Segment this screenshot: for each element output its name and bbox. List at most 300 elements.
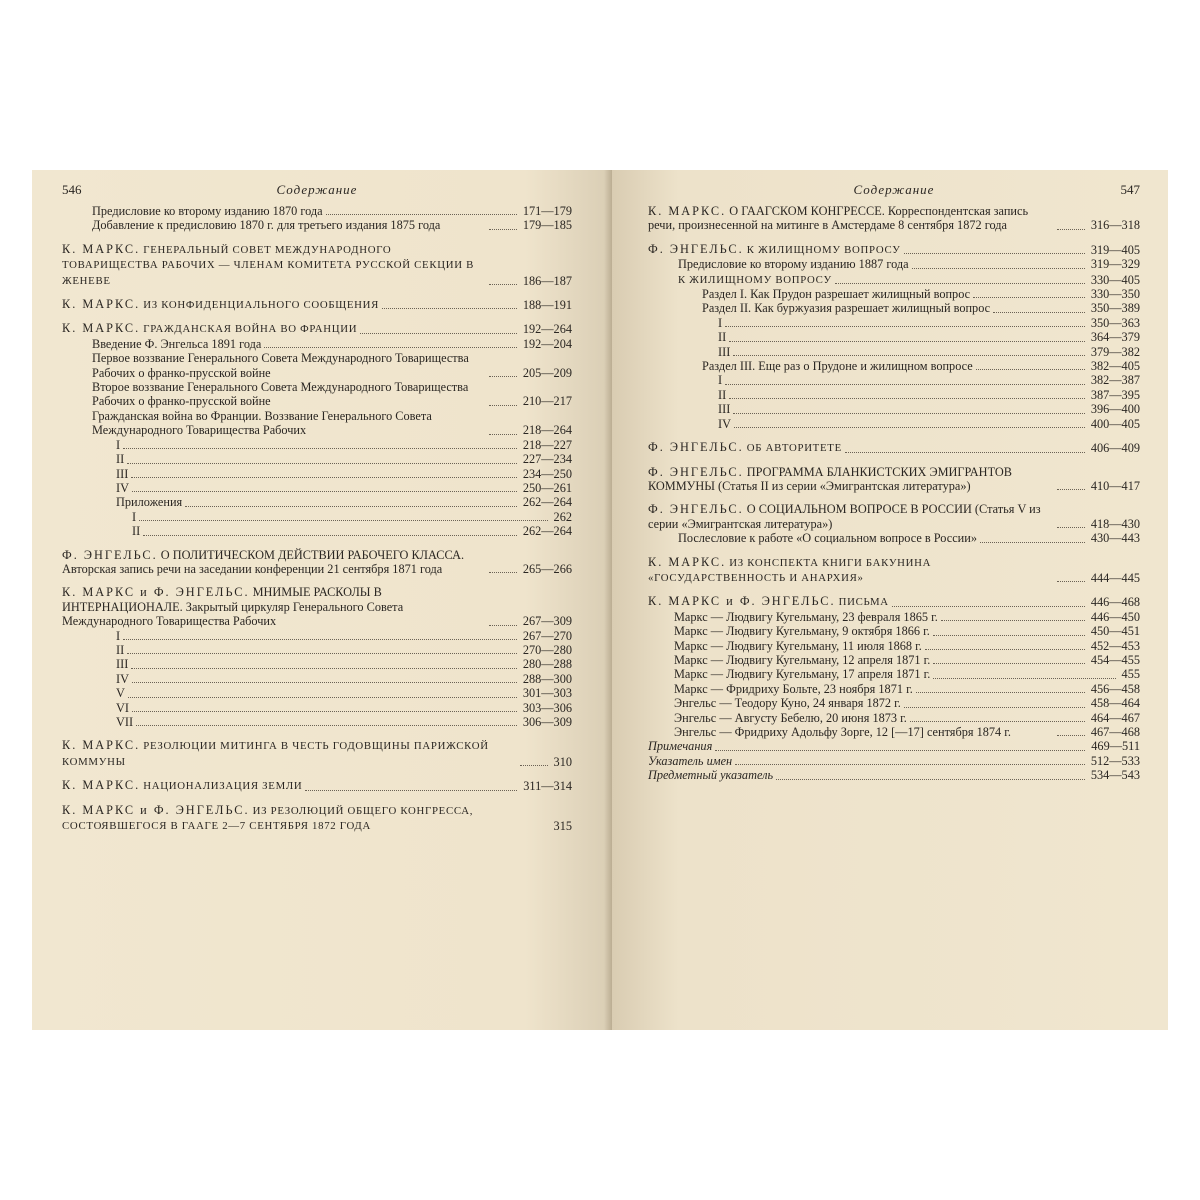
dot-leader (733, 355, 1085, 356)
toc-entry-text (678, 272, 832, 287)
toc-entry-label (62, 321, 519, 336)
toc-entry-title: IV (718, 416, 731, 431)
toc-entry-pages: 288—300 (522, 671, 572, 686)
toc-entry-title: I (718, 315, 723, 330)
toc-entry (62, 380, 572, 409)
toc-entry-pages: 456—458 (1090, 681, 1140, 696)
toc-entry-text (62, 297, 379, 312)
section-gap (648, 431, 1140, 440)
left-page-number: 546 (62, 182, 82, 197)
toc-entry-label (648, 204, 1054, 233)
toc-entry-author: Ф. ЭНГЕЛЬС. (648, 464, 744, 479)
toc-entry-pages: 171—179 (522, 204, 572, 218)
toc-entry-label (648, 502, 1054, 531)
toc-entry-text (648, 440, 842, 455)
toc-entry-text (62, 321, 357, 336)
toc-entry-pages: 270—280 (522, 642, 572, 657)
toc-entry-text (116, 438, 120, 452)
toc-entry-pages: 379—382 (1090, 344, 1140, 359)
toc-entry-title: Энгельс — Фридриху Адольфу Зорге, 12 [—17] сентября 1874 г. (674, 725, 1011, 739)
toc-entry-title: Маркс — Людвигу Кугельману, 9 октября 1866 г. (674, 624, 930, 639)
toc-entry-label (116, 672, 519, 686)
toc-entry (648, 754, 1140, 768)
toc-entry-label (718, 373, 1087, 387)
dot-leader (845, 452, 1085, 453)
toc-entry-text (674, 610, 938, 624)
toc-entry-pages: 262 (553, 509, 572, 524)
toc-entry (62, 467, 572, 481)
dot-leader (941, 620, 1085, 621)
toc-entry-text (132, 510, 136, 524)
toc-entry-label (62, 297, 519, 312)
toc-entry-text (718, 402, 730, 416)
toc-entry-title: ПРОГРАММА БЛАНКИСТСКИХ ЭМИГРАНТОВ КОММУНЫ (Статья II из серии «Эмигрантская литература») (648, 464, 1012, 493)
toc-entry-pages: 315 (553, 819, 572, 834)
dot-leader (715, 750, 1085, 751)
toc-entry-title: II (116, 452, 125, 467)
toc-entry-text (62, 778, 302, 793)
toc-entry-title: VI (116, 700, 129, 715)
toc-entry-text (678, 531, 977, 545)
dot-leader (733, 413, 1085, 414)
toc-entry-pages: 280—288 (522, 657, 572, 672)
toc-entry-title: II (718, 387, 727, 402)
toc-entry-label (648, 754, 1087, 768)
dot-leader (326, 214, 517, 215)
toc-entry-pages: 418—430 (1090, 516, 1140, 531)
dot-leader (980, 542, 1085, 543)
toc-entry-author: Ф. ЭНГЕЛЬС. (648, 502, 744, 517)
toc-entry-title: РЕЗОЛЮЦИИ МИТИНГА В ЧЕСТЬ ГОДОВЩИНЫ ПАРИЖСКОЙ КОММУНЫ (62, 740, 489, 768)
dot-leader (892, 606, 1085, 607)
toc-entry-title: О ГААГСКОМ КОНГРЕССЕ. Корреспондентская запись речи, произнесенной на митинге в Амстердаме 8 сентября 1872 года (648, 204, 1029, 233)
toc-entry-title: I (132, 509, 137, 524)
dot-leader (264, 347, 516, 348)
toc-entry-text (648, 242, 901, 257)
toc-entry-text (718, 388, 726, 402)
toc-entry-pages: 306—309 (522, 715, 572, 729)
toc-entry-text (648, 768, 773, 782)
toc-entry-label (648, 555, 1054, 586)
toc-entry (62, 218, 572, 232)
dot-leader (123, 639, 517, 640)
toc-entry (62, 337, 572, 351)
toc-entry-text (116, 481, 129, 495)
toc-entry (648, 316, 1140, 330)
toc-entry-label (718, 316, 1087, 330)
toc-entry-label (674, 682, 1087, 696)
toc-entry-text (678, 257, 909, 271)
dot-leader (131, 477, 517, 478)
dot-leader (912, 268, 1085, 269)
toc-entry-pages: 444—445 (1090, 570, 1140, 585)
toc-entry-pages: 192—264 (522, 322, 572, 337)
toc-entry-title: Маркс — Людвигу Кугельману, 12 апреля 1871 г. (674, 652, 931, 667)
toc-entry-text (116, 672, 129, 686)
toc-entry-title: ИЗ РЕЗОЛЮЦИЙ ОБЩЕГО КОНГРЕССА, СОСТОЯВШЕГОСЯ В ГААГЕ 2—7 СЕНТЯБРЯ 1872 ГОДА (62, 804, 474, 833)
toc-entry (648, 653, 1140, 667)
toc-entry (648, 624, 1140, 638)
toc-entry-title: ИЗ КОНФИДЕНЦИАЛЬНОГО СООБЩЕНИЯ (143, 299, 380, 312)
toc-entry-title: I (718, 373, 723, 388)
toc-entry-title: ГРАЖДАНСКАЯ ВОЙНА ВО ФРАНЦИИ (143, 323, 358, 336)
toc-entry-pages: 267—270 (522, 628, 572, 643)
dot-leader (729, 341, 1085, 342)
toc-entry (648, 465, 1140, 494)
toc-entry-text (674, 653, 930, 667)
toc-entry-label (92, 337, 519, 351)
dot-leader (131, 668, 517, 669)
dot-leader (132, 711, 517, 712)
toc-entry (648, 682, 1140, 696)
toc-entry-pages: 467—468 (1090, 725, 1140, 739)
section-gap (62, 769, 572, 778)
toc-entry-label (116, 467, 519, 481)
toc-entry-title: Приложения (116, 495, 183, 510)
toc-entry-pages: 512—533 (1090, 753, 1140, 768)
dot-leader (734, 427, 1085, 428)
section-gap (648, 546, 1140, 555)
toc-entry-pages: 330—405 (1090, 272, 1140, 287)
toc-entry-label (92, 218, 486, 232)
toc-entry (62, 778, 572, 793)
dot-leader (127, 463, 517, 464)
dot-leader (933, 635, 1085, 636)
dot-leader (489, 572, 517, 573)
toc-entry-author: Ф. ЭНГЕЛЬС. (62, 547, 158, 562)
toc-entry-author: К. МАРКС. (648, 204, 727, 218)
right-page-number: 547 (1120, 182, 1140, 197)
toc-entry-text (116, 629, 120, 643)
toc-entry-author: Ф. ЭНГЕЛЬС. (648, 440, 744, 455)
toc-entry-text (92, 204, 323, 218)
toc-entry-text (648, 754, 732, 768)
dot-leader (489, 625, 517, 626)
toc-entry-label (702, 301, 1087, 315)
toc-entry-pages: 234—250 (522, 466, 572, 481)
toc-entry-pages: 410—417 (1090, 478, 1140, 493)
toc-entry-label (678, 272, 1087, 287)
dot-leader (489, 229, 517, 230)
toc-entry-label (648, 440, 1087, 455)
toc-entry-pages: 192—204 (522, 336, 572, 351)
left-page (32, 170, 612, 1030)
dot-leader (520, 765, 548, 766)
toc-entry (648, 696, 1140, 710)
toc-entry-label (116, 629, 519, 643)
toc-entry-pages: 534—543 (1090, 768, 1140, 783)
toc-entry-title: Маркс — Людвигу Кугельману, 17 апреля 1871 г. (674, 667, 931, 682)
toc-entry (648, 272, 1140, 287)
toc-entry-title: III (718, 402, 731, 417)
toc-entry-label (648, 594, 1087, 609)
toc-entry (648, 667, 1140, 681)
toc-entry (62, 452, 572, 466)
left-running-title: Содержание (276, 182, 358, 197)
toc-entry (62, 657, 572, 671)
dot-leader (835, 283, 1085, 284)
toc-entry (648, 204, 1140, 233)
toc-entry (62, 585, 572, 628)
toc-entry-author: К. МАРКС. (62, 241, 141, 256)
toc-entry-pages: 430—443 (1090, 531, 1140, 546)
toc-entry-label (116, 701, 519, 715)
toc-entry-title: Послесловие к работе «О социальном вопросе в России» (678, 531, 977, 546)
toc-entry-author: К. МАРКС. (62, 297, 141, 312)
toc-entry-label (92, 351, 486, 380)
section-gap (62, 539, 572, 548)
toc-entry (62, 548, 572, 577)
section-gap (62, 729, 572, 738)
right-page (612, 170, 1168, 1030)
dot-leader (904, 707, 1085, 708)
dot-leader (382, 308, 517, 309)
toc-entry-pages: 452—453 (1090, 638, 1140, 653)
dot-leader (1057, 735, 1085, 736)
toc-entry-label (674, 711, 1087, 725)
dot-leader (489, 284, 517, 285)
dot-leader (729, 398, 1085, 399)
toc-entry-label (674, 653, 1087, 667)
toc-entry-label (116, 643, 519, 657)
toc-entry-pages: 350—389 (1090, 301, 1140, 316)
toc-entry-pages: 319—405 (1090, 242, 1140, 257)
toc-entry-text (116, 643, 124, 657)
toc-entry (648, 594, 1140, 609)
toc-entry-label (116, 715, 519, 729)
toc-entry (62, 643, 572, 657)
toc-entry-label (674, 696, 1087, 710)
toc-entry-pages: 450—451 (1090, 624, 1140, 639)
toc-entry-title: II (116, 642, 125, 657)
toc-entry-title: О СОЦИАЛЬНОМ ВОПРОСЕ В РОССИИ (Статья V из серии «Эмигрантская литература») (648, 502, 1041, 531)
toc-entry (648, 330, 1140, 344)
toc-entry-title: Введение Ф. Энгельса 1891 года (92, 336, 262, 351)
section-gap (62, 576, 572, 585)
toc-entry-label (674, 639, 1087, 653)
toc-entry-pages: 218—264 (522, 423, 572, 438)
section-gap (62, 233, 572, 242)
toc-entry-text (648, 594, 889, 609)
toc-entry-title: IV (116, 480, 129, 495)
toc-entry-label (132, 510, 550, 524)
toc-entry-title: Раздел II. Как буржуазия разрешает жилищный вопрос (702, 301, 991, 316)
toc-entry-text (674, 639, 922, 653)
toc-entry-pages: 464—467 (1090, 710, 1140, 725)
toc-entry-label (116, 481, 519, 495)
toc-entry-pages: 179—185 (522, 218, 572, 233)
section-gap (648, 456, 1140, 465)
toc-entry-label (648, 768, 1087, 782)
toc-entry (62, 510, 572, 524)
toc-entry-title: МНИМЫЕ РАСКОЛЫ В ИНТЕРНАЦИОНАЛЕ. Закрытый циркуляр Генерального Совета Международного Товарищества Рабочих (62, 585, 404, 629)
toc-entry-pages: 250—261 (522, 480, 572, 495)
toc-entry-title: К ЖИЛИЩНОМУ ВОПРОСУ (678, 273, 832, 286)
toc-entry (648, 610, 1140, 624)
toc-entry-pages: 262—264 (522, 495, 572, 510)
toc-entry-label (718, 388, 1087, 402)
toc-entry (648, 739, 1140, 753)
toc-entry (62, 686, 572, 700)
toc-entry (648, 287, 1140, 301)
toc-entry-pages: 446—468 (1090, 595, 1140, 610)
right-running-title: Содержание (853, 182, 935, 197)
toc-entry-title: Предисловие ко второму изданию 1870 года (92, 204, 323, 218)
toc-entry-title: Энгельс — Теодору Куно, 24 января 1872 г. (674, 696, 901, 711)
toc-entry (62, 438, 572, 452)
toc-entry-title: I (116, 437, 121, 452)
toc-entry-pages: 455 (1121, 667, 1140, 682)
toc-entry-title: IV (116, 671, 129, 686)
toc-entry (648, 725, 1140, 739)
toc-entry (62, 803, 572, 834)
dot-leader (123, 448, 517, 449)
toc-entry-pages: 454—455 (1090, 652, 1140, 667)
toc-entry-text (674, 711, 907, 725)
toc-entry (648, 345, 1140, 359)
toc-entry-title: Раздел III. Еще раз о Прудоне и жилищном вопросе (702, 359, 973, 374)
toc-entry-label (62, 242, 486, 288)
toc-entry-title: Раздел I. Как Прудон разрешает жилищный вопрос (702, 287, 971, 302)
toc-entry-title: ГЕНЕРАЛЬНЫЙ СОВЕТ МЕЖДУНАРОДНОГО ТОВАРИЩЕСТВА РАБОЧИХ — ЧЛЕНАМ КОМИТЕТА РУССКОЙ СЕКЦИИ В ЖЕНЕВЕ (62, 243, 475, 287)
toc-entry-pages: 350—363 (1090, 315, 1140, 330)
toc-entry-pages: 210—217 (522, 394, 572, 409)
dot-leader (489, 376, 517, 377)
toc-entry-title: III (116, 466, 129, 481)
toc-entry (62, 351, 572, 380)
toc-entry-text (702, 287, 970, 301)
toc-entry-title: Маркс — Фридриху Больте, 23 ноября 1871 г. (674, 681, 913, 696)
toc-entry (648, 711, 1140, 725)
toc-entry-label (62, 548, 486, 577)
toc-entry-author: К. МАРКС. (648, 554, 727, 569)
toc-entry-text (674, 667, 930, 681)
dot-leader (360, 333, 517, 334)
toc-entry (648, 555, 1140, 586)
toc-entry (62, 738, 572, 769)
dot-leader (973, 297, 1085, 298)
toc-entry (648, 373, 1140, 387)
toc-entry-text (648, 739, 712, 753)
toc-entry-label (678, 257, 1087, 271)
toc-entry-label (62, 803, 517, 834)
toc-entry-pages: 218—227 (522, 437, 572, 452)
toc-entry-text (116, 715, 133, 729)
toc-entry-title: Второе воззвание Генерального Совета Международного Товарищества Рабочих о франко-прусской войне (92, 380, 469, 409)
section-gap (62, 794, 572, 803)
toc-entry-text (92, 337, 261, 351)
toc-entry-label (116, 452, 519, 466)
toc-entry (62, 204, 572, 218)
toc-entry-text (718, 345, 730, 359)
toc-entry-label (718, 402, 1087, 416)
section-gap (62, 288, 572, 297)
toc-entry-label (116, 686, 519, 700)
toc-entry-label (702, 287, 1087, 301)
toc-entry-pages: 188—191 (522, 298, 572, 313)
toc-entry (648, 257, 1140, 271)
toc-entry-label (116, 495, 519, 509)
dot-leader (1057, 527, 1085, 528)
toc-entry-pages: 330—350 (1090, 287, 1140, 302)
toc-entry-title: ПИСЬМА (838, 596, 889, 609)
toc-entry-text (702, 301, 990, 315)
toc-entry-author: К. МАРКС. (62, 778, 141, 793)
dot-leader (993, 312, 1085, 313)
toc-entry-text (674, 696, 901, 710)
dot-leader (128, 697, 517, 698)
toc-entry-pages: 400—405 (1090, 416, 1140, 431)
toc-entry (648, 417, 1140, 431)
toc-entry-text (116, 452, 124, 466)
toc-entry (648, 359, 1140, 373)
dot-leader (132, 682, 517, 683)
toc-entry-label (116, 657, 519, 671)
toc-entry-text (718, 373, 722, 387)
toc-entry-text (718, 316, 722, 330)
toc-entry-label (674, 725, 1054, 739)
toc-entry-author: К. МАРКС. (62, 321, 141, 336)
toc-entry-pages: 301—303 (522, 686, 572, 701)
toc-entry-author: Ф. ЭНГЕЛЬС. (648, 241, 744, 256)
toc-entry-title: III (116, 657, 129, 672)
toc-entry-text (718, 417, 731, 431)
dot-leader (725, 326, 1085, 327)
toc-entry-pages: 227—234 (522, 452, 572, 467)
toc-entry-label (674, 624, 1087, 638)
toc-entry-title: I (116, 628, 121, 643)
toc-entry-label (674, 667, 1118, 681)
toc-entry-text (718, 330, 726, 344)
dot-leader (725, 384, 1085, 385)
dot-leader (489, 434, 517, 435)
dot-leader (735, 764, 1085, 765)
toc-entry-title: Добавление к предисловию 1870 г. для третьего издания 1875 года (92, 218, 441, 233)
dot-leader (143, 535, 517, 536)
toc-entry-label (718, 345, 1087, 359)
toc-entry-pages: 186—187 (522, 273, 572, 288)
toc-entry-text (116, 686, 125, 700)
toc-entry-label (718, 330, 1087, 344)
dot-leader (910, 721, 1085, 722)
dot-leader (127, 653, 517, 654)
toc-entry-pages: 267—309 (522, 614, 572, 629)
toc-entry-title: II (718, 330, 727, 345)
dot-leader (1057, 489, 1085, 490)
left-toc-list (62, 204, 572, 833)
toc-entry-text (116, 657, 128, 671)
toc-entry-label (674, 610, 1087, 624)
toc-entry (62, 242, 572, 288)
toc-entry-title: Указатель имен (648, 753, 733, 768)
toc-entry-title: К ЖИЛИЩНОМУ ВОПРОСУ (746, 243, 901, 256)
dot-leader (1057, 229, 1085, 230)
toc-entry-label (62, 778, 519, 793)
toc-entry-title: V (116, 686, 125, 701)
toc-entry-title: ИЗ КОНСПЕКТА КНИГИ БАКУНИНА «ГОСУДАРСТВЕННОСТЬ И АНАРХИЯ» (648, 556, 932, 584)
toc-entry-title: ОБ АВТОРИТЕТЕ (746, 442, 842, 455)
toc-entry-title: Маркс — Людвигу Кугельману, 11 июля 1868 г. (674, 638, 922, 653)
dot-leader (305, 790, 517, 791)
toc-entry-pages: 310 (553, 754, 572, 769)
section-gap (648, 493, 1140, 502)
dot-leader (132, 491, 517, 492)
section-gap (648, 585, 1140, 594)
toc-entry-title: III (718, 344, 731, 359)
toc-entry-label (62, 738, 517, 769)
toc-entry-pages: 311—314 (523, 779, 572, 794)
dot-leader (933, 678, 1115, 679)
